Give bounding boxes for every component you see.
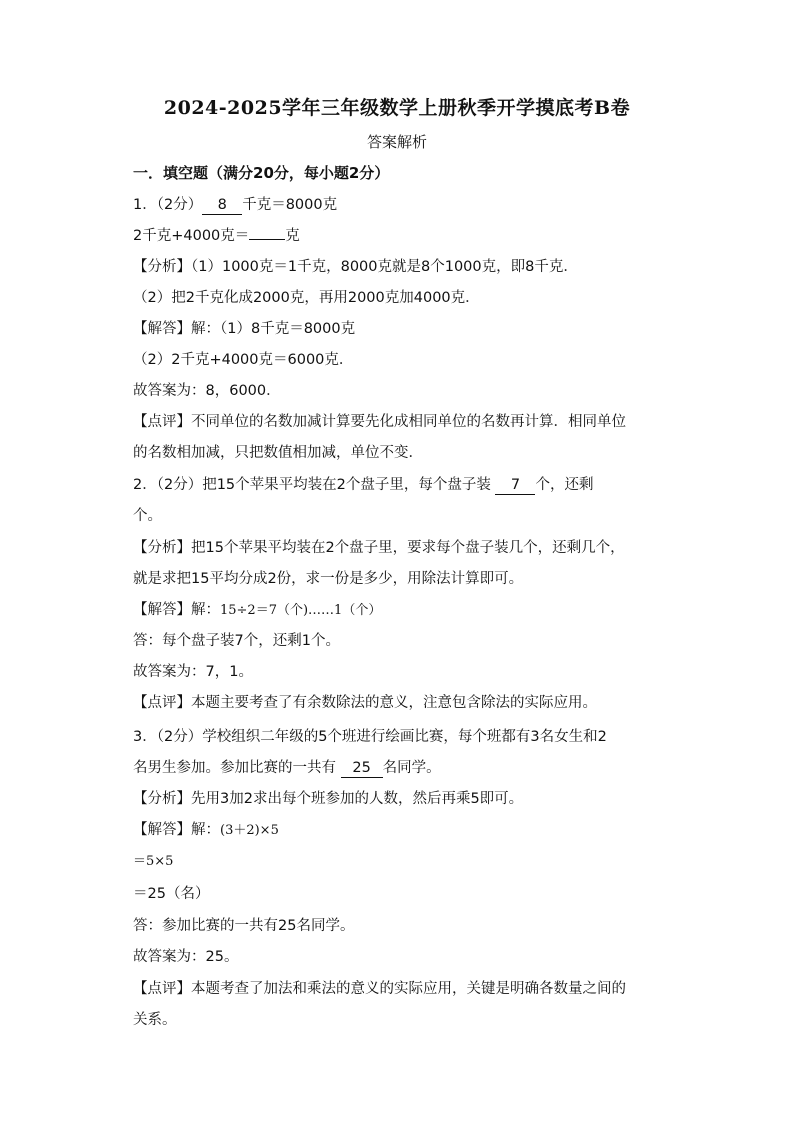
q3-final-answer: 故答案为：25。 bbox=[133, 949, 239, 965]
q1-line2-prefix: 2千克+4000克＝ bbox=[133, 228, 250, 244]
q1-comment-1: 【点评】不同单位的名数加减计算要先化成相同单位的名数再计算．相同单位 bbox=[133, 414, 626, 430]
q3-step-3: ＝25（名） bbox=[133, 886, 210, 902]
q3-solution-prefix: 【解答】解： bbox=[133, 822, 220, 838]
q2-analysis-1: 【分析】把15个苹果平均装在2个盘子里，要求每个盘子装几个，还剩几个， bbox=[133, 540, 625, 556]
q3-answer-blank: 25 bbox=[341, 760, 383, 778]
q2-line1 bbox=[133, 475, 673, 495]
q3-line2-suffix: 名同学。 bbox=[382, 760, 441, 776]
q1-line1 bbox=[133, 195, 673, 215]
q3-step-2: ＝5×5 bbox=[133, 854, 174, 869]
document-subtitle: 答案解析 bbox=[366, 133, 427, 151]
q2-suffix: 个，还剩 bbox=[535, 477, 594, 493]
q1-second-blank bbox=[249, 239, 285, 240]
q1-solution-2: （2）2千克+4000克＝6000克． bbox=[133, 352, 354, 368]
q3-line2 bbox=[133, 758, 673, 778]
q2-solution-math: 15÷2＝7（个)……1（个） bbox=[220, 603, 382, 618]
q2-answer-line: 答：每个盘子装7个，还剩1个。 bbox=[133, 633, 340, 649]
q3-answer-line: 答：参加比赛的一共有25名同学。 bbox=[133, 918, 355, 934]
q3-step-1: (3＋2)×5 bbox=[220, 823, 279, 838]
q1-comment-2: 的名数相加减，只把数值相加减，单位不变． bbox=[133, 445, 423, 461]
q2-final-answer: 故答案为：7，1。 bbox=[133, 664, 253, 680]
q3-line2-prefix: 名男生参加。参加比赛的一共有 bbox=[133, 760, 336, 776]
q1-line2-suffix: 克 bbox=[285, 228, 300, 244]
q1-answer-blank: 8 bbox=[202, 197, 242, 215]
q1-suffix: 千克＝8000克 bbox=[242, 197, 338, 213]
q3-line1: 3．（2分）学校组织二年级的5个班进行绘画比赛，每个班都有3名女生和2 bbox=[133, 729, 607, 745]
document-title: 2024-2025学年三年级数学上册秋季开学摸底考B卷 bbox=[163, 97, 631, 119]
q1-analysis-2: （2）把2千克化成2000克，再用2000克加4000克． bbox=[133, 290, 480, 306]
q3-solution bbox=[133, 820, 673, 841]
section-heading: 一．填空题（满分20分，每小题2分） bbox=[133, 164, 390, 182]
q2-solution bbox=[133, 600, 673, 621]
q2-answer-blank: 7 bbox=[495, 477, 535, 495]
q2-comment: 【点评】本题主要考查了有余数除法的意义，注意包含除法的实际应用。 bbox=[133, 695, 597, 711]
q2-prefix: 2．（2分）把15个苹果平均装在2个盘子里，每个盘子装 bbox=[133, 477, 491, 493]
q2-solution-prefix: 【解答】解： bbox=[133, 602, 220, 618]
q1-line2 bbox=[133, 226, 673, 246]
q3-comment-1: 【点评】本题考查了加法和乘法的意义的实际应用，关键是明确各数量之间的 bbox=[133, 981, 626, 997]
q1-analysis-1: 【分析】（1）1000克＝1千克，8000克就是8个1000克，即8千克． bbox=[133, 259, 578, 275]
q1-prefix: 1．（2分） bbox=[133, 197, 203, 213]
q1-solution-1: 【解答】解：（1）8千克＝8000克 bbox=[133, 321, 356, 337]
q3-comment-2: 关系。 bbox=[133, 1012, 177, 1028]
q3-analysis: 【分析】先用3加2求出每个班参加的人数，然后再乘5即可。 bbox=[133, 791, 524, 807]
q2-analysis-2: 就是求把15平均分成2份，求一份是多少，用除法计算即可。 bbox=[133, 571, 524, 587]
q1-final-answer: 故答案为：8，6000． bbox=[133, 383, 281, 399]
q2-line2: 个。 bbox=[133, 508, 162, 524]
